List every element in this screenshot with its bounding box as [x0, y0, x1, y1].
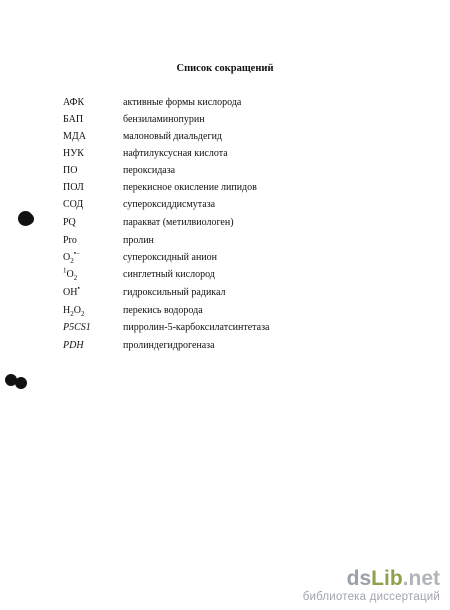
watermark-logo: [303, 568, 440, 590]
watermark: [303, 568, 440, 604]
definition: супероксидный анион: [123, 252, 217, 263]
pre-superscript: 1: [63, 266, 67, 275]
abbreviation-base: H: [63, 305, 71, 316]
watermark-caption: библиотека диссертаций: [302, 591, 440, 603]
abbreviation: МДА: [63, 131, 86, 142]
abbreviation: БАП: [63, 114, 84, 125]
list-item: [0, 128, 450, 145]
abbreviation: ПО: [63, 165, 78, 176]
definition: пролин: [123, 235, 154, 246]
definition: перекись водорода: [123, 305, 203, 316]
list-item: [0, 232, 450, 249]
abbreviation: P5CS1: [63, 322, 91, 333]
definition: паракват (метилвиологен): [123, 217, 234, 228]
list-item: [0, 145, 450, 162]
abbreviation: [63, 249, 80, 266]
list-item: [0, 319, 450, 336]
definition: пролиндегидрогеназа: [123, 340, 215, 351]
abbreviation: Pro: [63, 235, 77, 246]
abbreviation: [63, 302, 84, 319]
list-item: [0, 284, 450, 301]
definition: гидроксильный радикал: [123, 287, 226, 298]
logo-tld: .net: [402, 567, 440, 590]
superscript: •: [77, 284, 80, 293]
definition: супероксиддисмутаза: [123, 199, 216, 210]
definition: пирролин-5-карбоксилатсинтетаза: [123, 322, 270, 333]
list-item: [0, 196, 450, 213]
list-item: [0, 266, 450, 283]
logo-ds: ds: [346, 567, 372, 590]
definition: пероксидаза: [123, 165, 176, 176]
definition: перекисное окисление липидов: [123, 182, 257, 193]
definition: малоновый диальдегид: [123, 131, 223, 142]
list-item: [0, 337, 450, 354]
abbreviation-base: OH: [63, 287, 78, 298]
abbreviation-base: O: [63, 252, 71, 263]
abbreviation-base: O: [66, 269, 74, 280]
logo-lib: Lib: [371, 567, 403, 590]
abbreviation: СОД: [63, 199, 84, 210]
subscript: 2: [70, 310, 74, 318]
list-item: [0, 94, 450, 111]
definition: бензиламинопурин: [123, 114, 205, 125]
abbreviation: [63, 266, 77, 283]
abbreviation: PQ: [63, 217, 76, 228]
subscript: 2: [70, 257, 74, 265]
superscript: •−: [73, 249, 81, 258]
list-item: [0, 302, 450, 319]
list-item: [0, 162, 450, 179]
abbreviation: [63, 284, 80, 301]
list-item: [0, 249, 450, 266]
list-item: [0, 111, 450, 128]
list-item: [0, 214, 450, 231]
subscript-2: 2: [80, 310, 85, 318]
abbreviation: ПОЛ: [63, 182, 84, 193]
list-item: [0, 179, 450, 196]
page-title: Список сокращений: [176, 63, 274, 74]
abbreviation: АФК: [63, 97, 85, 108]
hole-punch-mark: [15, 377, 27, 389]
definition: активные формы кислорода: [123, 97, 242, 108]
abbreviation-base-2: O: [73, 305, 81, 316]
definition: синглетный кислород: [123, 269, 215, 280]
abbreviation: PDH: [63, 340, 84, 351]
hole-punch-mark: [21, 213, 34, 225]
abbreviation: НУК: [63, 148, 84, 159]
subscript: 2: [73, 274, 78, 282]
definition: нафтилуксусная кислота: [123, 148, 228, 159]
